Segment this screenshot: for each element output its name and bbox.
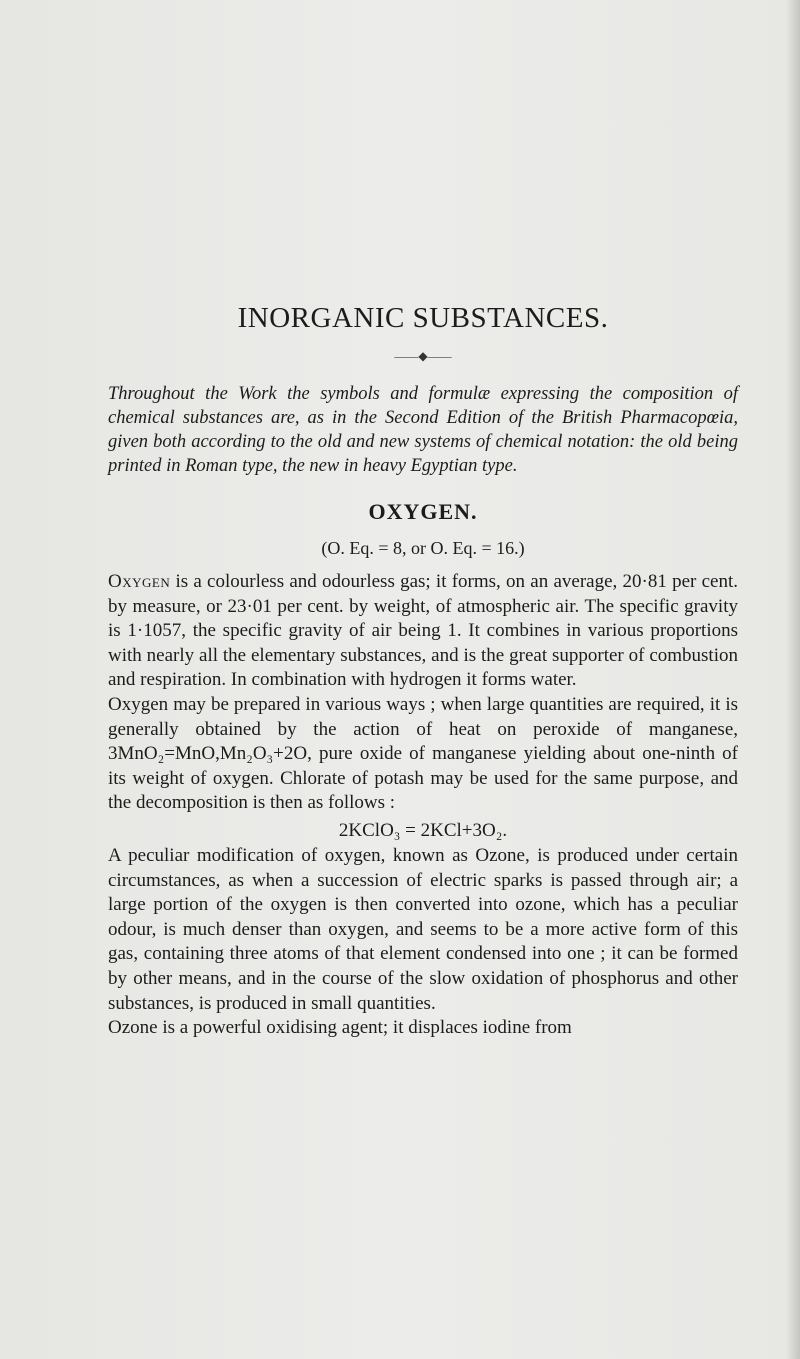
page-content [108,300,738,1041]
paragraph-1 [108,570,738,693]
chemical-formula: 2KClO₃ = 2KCl+3O₂. [338,819,508,841]
paragraph-lead-word: Oxygen [108,571,171,592]
paragraph-1-text: is a colourless and odourless gas; it forms, on an average, 20·81 per cent. by measure, or 23·01 per cent. by weight, of atmospheric air. The specific gravity is 1·1057, the specific gravity of air being 1. It combines in various proportions with nearly all the elementary substances, and is the great supporter of combustion and respiration. In combination with hydrogen it forms water. [108,571,738,691]
page-title: INORGANIC SUBSTANCES. [237,302,609,334]
ornament-divider: ——◆—— [394,349,452,363]
section-title: OXYGEN. [368,499,478,524]
paragraph-2: Oxygen may be prepared in various ways ; when large quantities are required, it is generally obtained by the action of heat on peroxide of manganese, 3MnO₂=MnO,Mn₂O₃+2O, pure oxide of manganese yielding about one-ninth of its weight of oxygen. Chlorate of potash may be used for the same purpose, and the decomposition is then as follows : [108,693,738,814]
page-edge-shadow [786,0,800,1359]
paragraph-3: A peculiar modification of oxygen, known as Ozone, is produced under certain circumstances, as when a succession of electric sparks is passed through air; a large portion of the oxygen is then converted into ozone, which has a peculiar odour, is much denser than oxygen, and seems to be a more active form of this gas, containing three atoms of that element condensed into one ; it can be formed by other means, and in the course of the slow oxidation of phosphorus and other substances, is produced in small quantities. [108,844,738,1014]
paragraph-4: Ozone is a powerful oxidising agent; it displaces iodine from [108,1017,572,1039]
intro-note: Throughout the Work the symbols and formulæ expressing the composition of chemical substances are, as in the Second Edition of the British Pharmacopœia, given both according to the old and new systems of chemical notation: the old being printed in Roman type, the new in heavy Egyptian type. [108,384,738,476]
equivalents-line: (O. Eq. = 8, or O. Eq. = 16.) [321,538,525,558]
